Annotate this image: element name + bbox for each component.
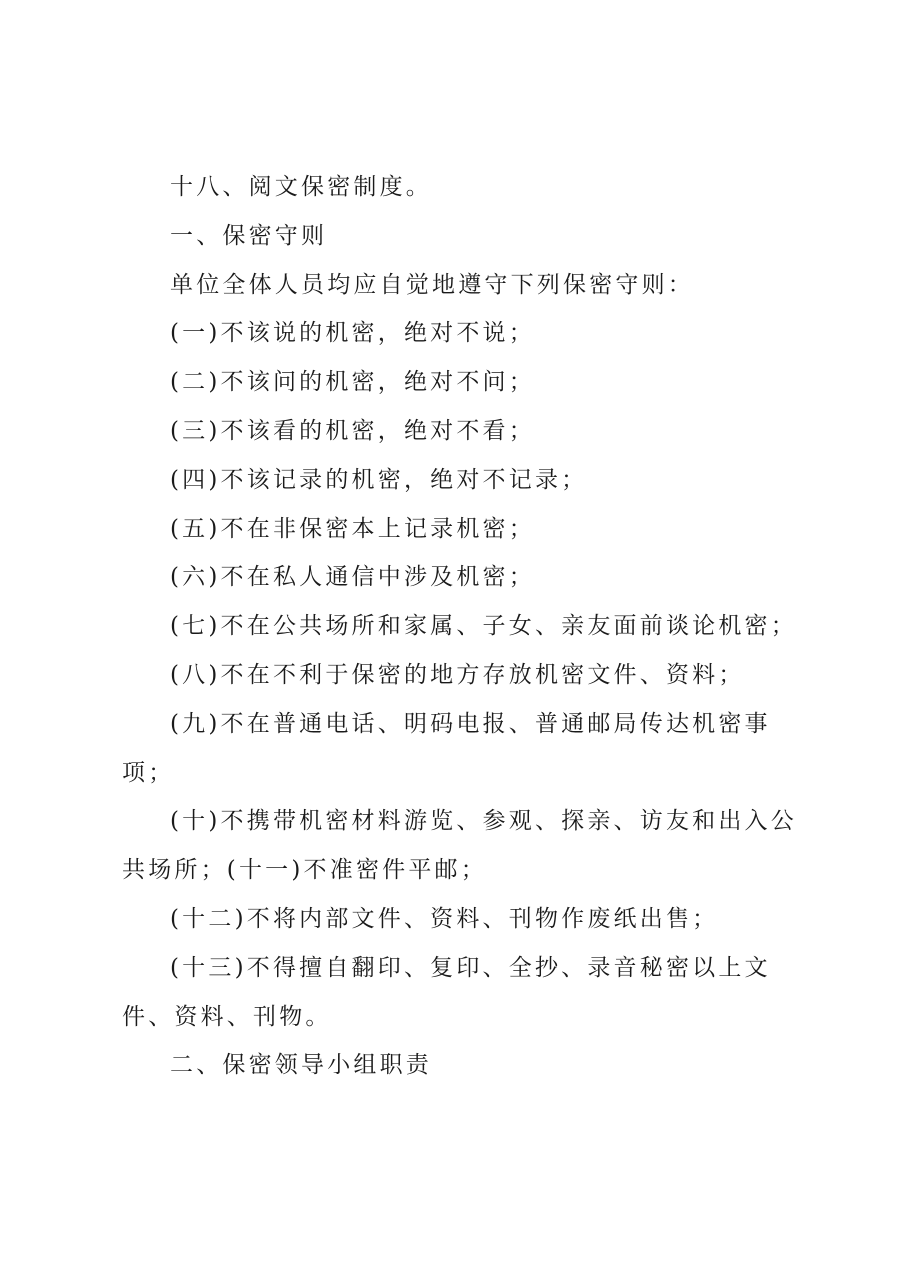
rule-item-1: (一)不该说的机密，绝对不说； bbox=[170, 320, 535, 347]
rule-item-10-11: (十)不携带机密材料游览、参观、探亲、访友和出入公共场所；(十一)不准密件平邮； bbox=[122, 808, 797, 884]
document-body bbox=[122, 163, 802, 1090]
rule-item-7: (七)不在公共场所和家属、子女、亲友面前谈论机密； bbox=[170, 613, 797, 640]
rule-item-5: (五)不在非保密本上记录机密； bbox=[170, 515, 535, 542]
rule-item-3: (三)不该看的机密，绝对不看； bbox=[170, 417, 535, 444]
rule-item-13: (十三)不得擅自翻印、复印、全抄、录音秘密以上文件、资料、刊物。 bbox=[122, 954, 771, 1030]
section-heading-lingdao-xiaozu: 二、保密领导小组职责 bbox=[170, 1052, 432, 1079]
section-heading-baomi-shouze: 一、保密守则 bbox=[170, 222, 328, 249]
rule-item-8: (八)不在不利于保密的地方存放机密文件、资料； bbox=[170, 661, 745, 688]
section-heading-yuewen: 十八、阅文保密制度。 bbox=[170, 174, 432, 200]
rule-item-6: (六)不在私人通信中涉及机密； bbox=[170, 564, 535, 591]
rule-item-9: (九)不在普通电话、明码电报、普通邮局传达机密事项； bbox=[122, 710, 771, 786]
rule-item-4: (四)不该记录的机密，绝对不记录； bbox=[170, 466, 588, 493]
rule-item-2: (二)不该问的机密，绝对不问； bbox=[170, 369, 535, 396]
intro-paragraph: 单位全体人员均应自觉地遵守下列保密守则： bbox=[170, 271, 694, 298]
rule-item-12: (十二)不将内部文件、资料、刊物作废纸出售； bbox=[170, 905, 719, 932]
